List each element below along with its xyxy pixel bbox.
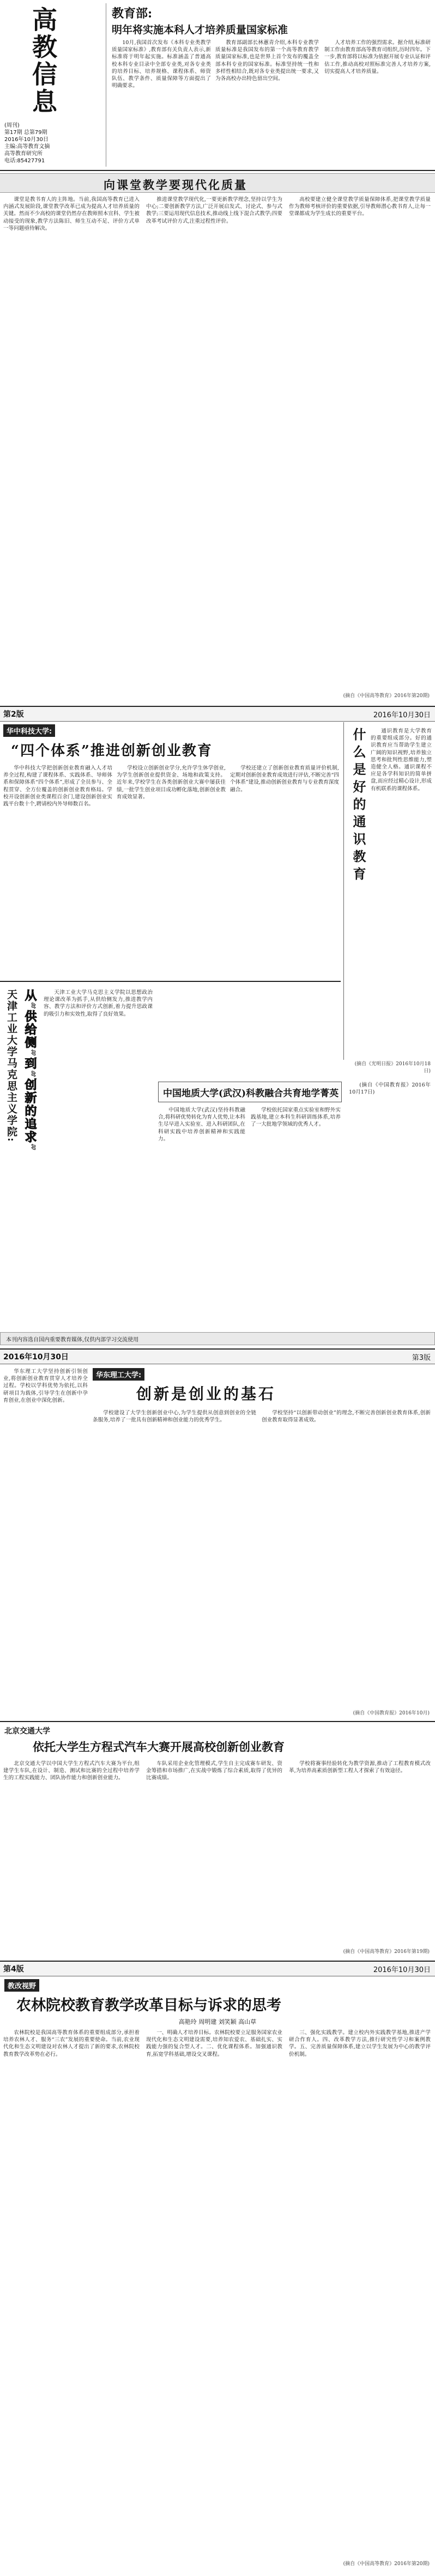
bj-source: (摘自《中国高等教育》2016年第19期): [343, 1949, 430, 1955]
masthead-info: [4, 122, 102, 164]
tianjin-subtitle: 从“供给侧”到“创新的追求”: [23, 989, 37, 1152]
phone: 电话:85427791: [4, 158, 45, 164]
page-3: [0, 1348, 435, 1961]
page-1: [0, 0, 435, 706]
section2-source: (摘自《中国高等教育》2016年第20期): [343, 693, 430, 699]
ecust-kicker-wrap: [93, 1368, 144, 1381]
footer-text: 本刊内容选自国内重要教育媒体,仅供内部学习交流使用: [6, 1337, 139, 1343]
page-3-bar: [0, 1348, 435, 1364]
p4-kicker-wrap: [4, 1979, 39, 1992]
ecust-kicker: 华东理工大学:: [93, 1368, 144, 1381]
p4-col-2: 一、明确人才培养目标。农林院校要立足服务国家农业现代化和生态文明建设需要,培养知农爱农、基础扎实、实践能力强的复合型人才。二、优化课程体系。加强通识教育,拓宽学科基础,增设交叉课程。: [146, 2030, 282, 2058]
side-col: 通识教育是大学教育的重要组成部分。好的通识教育应当帮助学生建立广阔的知识视野,培养独立思考和批判性思维能力,塑造健全人格。通识课程不应是各学科知识的简单拼盘,而应经过精心设计,形成有机联系的课程体系。: [371, 728, 432, 792]
masthead-box: [3, 3, 106, 167]
hust-col-2: 学校设立创新创业学分,允许学生休学创业,为学生创新创业提供资金、场地和政策支持。近年来,学校学生在各类创新创业大赛中屡获佳绩,一批学生创业项目成功孵化落地,创新创业教育成效显著。: [117, 765, 226, 800]
hust-title: “四个体系”推进创新创业教育: [11, 743, 213, 759]
ecust-source: (摘自《中国教育报》2016年10月): [353, 1711, 430, 1716]
lead-col-3: 人才培养工作的强烈需求。据介绍,标准研制工作由教育部高等教育司组织,历时四年。下一步,教育部将以标准为依据开展专业认证和评估工作,推动高校对照标准完善人才培养方案,切实提高人才培养质量。: [324, 40, 431, 75]
lead-kicker: 教育部:: [112, 7, 153, 21]
divider: [0, 170, 435, 171]
cug-col-1: 中国地质大学(武汉)坚持科教融合,将科研优势转化为育人优势,让本科生尽早进入实验室、进入科研团队,在科研实践中培养创新精神和实践能力。: [158, 1107, 245, 1142]
bj-col-2: 车队采用企业化管理模式,学生自主完成赛车研发、资金筹措和市场推广,在实战中锻炼了综合素质,取得了优异的比赛成绩。: [146, 1761, 282, 1781]
p4-title: 农林院校教育教学改革目标与诉求的思考: [16, 1997, 281, 2014]
page-4-date: 2016年10月30日: [373, 1966, 431, 1974]
divider: [0, 1721, 435, 1722]
hust-kicker-wrap: [3, 724, 55, 737]
p4-col-1: 农林院校是我国高等教育体系的重要组成部分,承担着培养农林人才、服务“三农”发展的重要使命。当前,农业现代化和生态文明建设对农林人才提出了新的要求,农林院校教育教学改革势在必行。: [3, 2030, 140, 2058]
page-2-bar: [0, 706, 435, 722]
p4-col-3: 三、强化实践教学。建立校内外实践教学基地,推进产学研合作育人。四、改革教学方法,推行研究性学习和案例教学。五、完善质量保障体系,建立以学生发展为中心的教学评价机制。: [289, 2030, 431, 2058]
page-4: [0, 1961, 435, 2576]
tianjin-title: 天津工业大学马克思主义学院:: [5, 989, 17, 1143]
ecust-title: 创新是创业的基石: [136, 1385, 276, 1403]
host: 主编:高等教育文摘: [4, 144, 50, 150]
tianjin-col: 天津工业大学马克思主义学院以思想政治理论课改革为抓手,从供给侧发力,推进教学内容、教学方法和评价方式创新,着力提升思政课的吸引力和实效性,取得了良好效果。: [44, 990, 153, 1017]
ecust-col-1: 华东理工大学坚持创新引领创业,将创新创业教育贯穿人才培养全过程。学校以学科优势为依托,以科研项目为载体,引导学生在创新中孕育创业,在创业中深化创新。: [3, 1369, 88, 1403]
bj-kicker: 北京交通大学: [4, 1727, 50, 1736]
lead-title: 明年将实施本科人才培养质量国家标准: [112, 24, 288, 36]
hust-kicker: 华中科技大学:: [3, 724, 55, 737]
issue-label: (周刊): [4, 123, 20, 129]
page-2-date: 2016年10月30日: [373, 711, 431, 719]
bj-col-1: 北京交通大学以中国大学生方程式汽车大赛为平台,组建学生车队,在设计、制造、测试和比赛的全过程中培养学生的工程实践能力、团队协作能力和创新创业能力。: [3, 1761, 140, 1781]
cug-title-box: [158, 1082, 342, 1102]
side-title: 什么是好的通识教育: [351, 728, 366, 884]
page-4-bar: [0, 1961, 435, 1976]
cug-title: 中国地质大学(武汉)科教融合共育地学菁英: [163, 1088, 339, 1099]
hust-col-1: 华中科技大学把创新创业教育融入人才培养全过程,构建了课程体系、实践体系、导师体系和保障体系“四个体系”,形成了全员参与、全程贯穿、全方位覆盖的创新创业教育格局。学校开设创新创业类课程百余门,建设创新创业实践平台数十个,聘请校内外导师数百名。: [3, 765, 112, 808]
cug-col-2: 学校依托国家重点实验室和野外实践基地,建立本科生科研训练体系,培养了一大批地学领域的优秀人才。: [251, 1107, 341, 1128]
divider: [0, 981, 341, 982]
page-2: [0, 706, 435, 1348]
side-source: (摘自《光明日报》2016年10月18日): [354, 1061, 431, 1074]
page-3-number: 第3版: [412, 1354, 431, 1362]
bj-col-3: 学校将赛事经验转化为教学资源,推动了工程教育模式改革,为培养高素质创新型工程人才探索了有效途径。: [289, 1761, 431, 1774]
side-divider: [343, 722, 344, 1060]
section2-col-1: 课堂是教书育人的主阵地。当前,我国高等教育已进入内涵式发展阶段,课堂教学改革已成为提高人才培养质量的关键。然而不少高校的课堂仍然存在教师照本宣科、学生被动接受的现象,教学方法陈旧、师生互动不足、评价方式单一等问题亟待解决。: [3, 197, 140, 231]
ecust-col-3: 学校坚持“以创新带动创业”的理念,不断完善创新创业教育体系,创新创业教育取得显著成效。: [262, 1410, 431, 1424]
page-2-footer: [0, 1332, 435, 1345]
lead-col-2: 教育部副部长林蕙青介绍,本科专业教学质量标准是我国发布的第一个高等教育教学质量国家标准,也是世界上首个发布的覆盖全部本科专业的国家标准。标准坚持统一性和多样性相结合,既对各专业类提出统一要求,又为各高校办出特色留出空间。: [215, 40, 319, 82]
lead-col-1: 10月,我国首次发布《本科专业类教学质量国家标准》,教育部有关负责人表示,新标准将于明年起实施。标准涵盖了普通高校本科专业目录中全部专业类,对各专业类的培养目标、培养规格、课程体系、师资队伍、教学条件、质量保障等方面提出了明确要求。: [112, 40, 211, 89]
issue-date: 2016年10月30日: [4, 137, 49, 143]
publisher: 高等教育研究所: [4, 151, 43, 157]
p4-source: (摘自《中国高等教育》2016年第20期): [343, 2561, 430, 2567]
issue-no: 第17期 总第79期: [4, 130, 47, 136]
section2-col-2: 推进课堂教学现代化,一要更新教学理念,坚持以学生为中心;二要创新教学方法,广泛开展启发式、讨论式、参与式教学;三要运用现代信息技术,推动线上线下混合式教学;四要改革考试评价方式,注重过程性评价。: [146, 197, 282, 224]
hust-col-3: 学校还建立了创新创业教育质量评价机制,定期对创新创业教育成效进行评估,不断完善“四个体系”建设,推动创新创业教育与专业教育深度融合。: [230, 765, 339, 793]
page-3-date: 2016年10月30日: [3, 1353, 69, 1362]
p4-authors: 高艳玲 周明建 刘笑颖 高山草: [178, 2018, 257, 2025]
section2-banner: [0, 173, 435, 193]
masthead-title: 高教信息: [28, 7, 58, 115]
page-4-number: 第4版: [3, 1965, 24, 1974]
p4-kicker: 教改视野: [4, 1979, 39, 1992]
bj-title: 依托大学生方程式汽车大赛开展高校创新创业教育: [33, 1740, 285, 1754]
section2-title: 向课堂教学要现代化质量: [104, 178, 247, 192]
cug-col-3: (摘自《中国教育报》2016年10月17日): [349, 1082, 431, 1096]
section2-col-3: 高校要建立健全课堂教学质量保障体系,把课堂教学质量作为教师考核评价的重要依据,引导教师潜心教书育人,让每一堂课都成为学生成长的重要平台。: [289, 197, 431, 217]
page-2-number: 第2版: [3, 710, 24, 719]
ecust-col-2: 学校建设了大学生创新创业中心,为学生提供从创意到创业的全链条服务,培养了一批具有创新精神和创业能力的优秀学生。: [93, 1410, 256, 1424]
